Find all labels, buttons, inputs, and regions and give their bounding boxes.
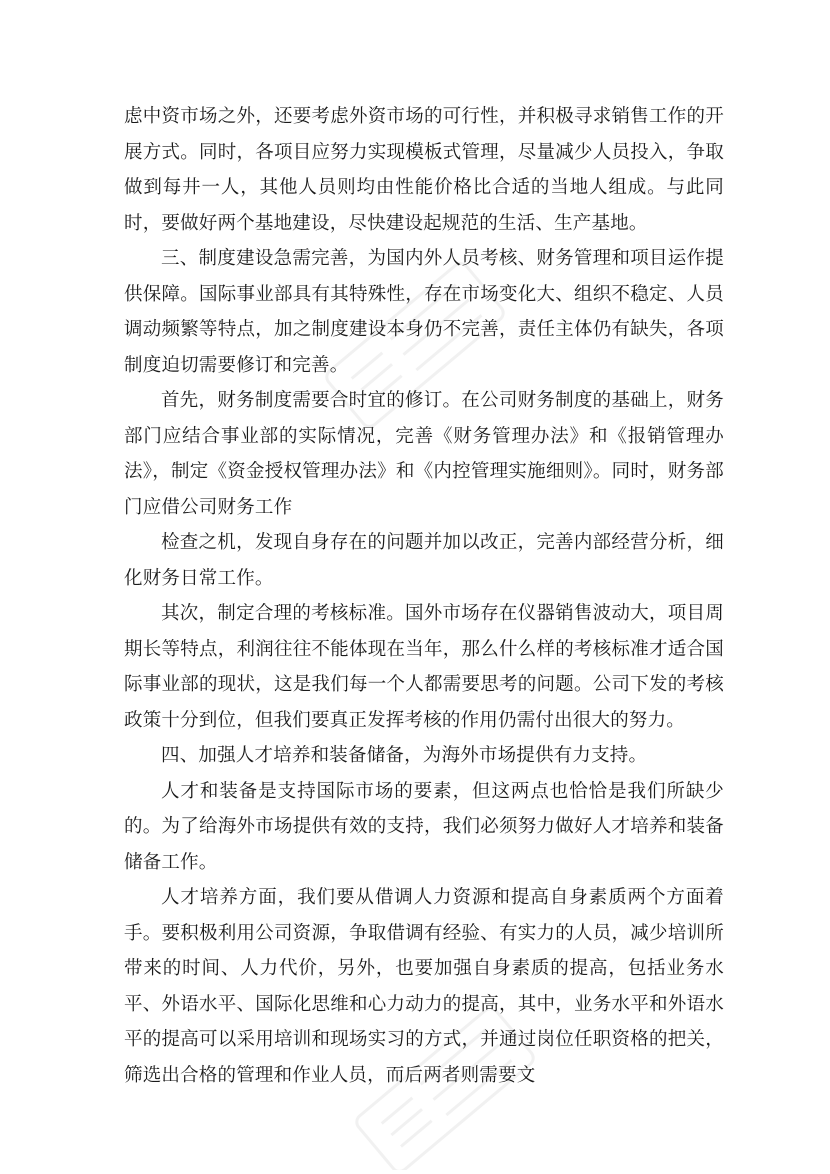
paragraph: 三、制度建设急需完善，为国内外人员考核、财务管理和项目运作提供保障。国际事业部具有其特殊性，存在市场变化大、组织不稳定、人员调动频繁等特点，加之制度建设本身仍不完善，责任主体仍有缺失，各项制度迫切需要修订和完善。	[124, 248, 724, 376]
paragraph: 四、加强人才培养和装备储备，为海外市场提供有力支持。	[161, 745, 648, 766]
paragraph: 其次，制定合理的考核标准。国外市场存在仪器销售波动大，项目周期长等特点，利润往往不能体现在当年，那么什么样的考核标准才适合国际事业部的现状，这是我们每一个人都需要思考的问题。公司下发的考核政策十分到位，但我们要真正发挥考核的作用仍需付出很大的努力。	[124, 603, 724, 731]
paragraph: 首先，财务制度需要合时宜的修订。在公司财务制度的基础上，财务部门应结合事业部的实际情况，完善《财务管理办法》和《报销管理办法》，制定《资金授权管理办法》和《内控管理实施细则》。同时，财务部门应借公司财务工作	[124, 390, 724, 518]
paragraph: 人才培养方面，我们要从借调人力资源和提高自身素质两个方面着手。要积极利用公司资源，争取借调有经验、有实力的人员，减少培训所带来的时间、人力代价，另外，也要加强自身素质的提高，包括业务水平、外语水平、国际化思维和心力动力的提高，其中，业务水平和外语水平的提高可以采用培训和现场实习的方式，并通过岗位任职资格的把关，筛选出合格的管理和作业人员，而后两者则需要文	[124, 887, 724, 1086]
paragraph: 检查之机，发现自身存在的问题并加以改正，完善内部经营分析，细化财务日常工作。	[124, 532, 724, 589]
document-body	[124, 99, 724, 1093]
paragraph: 人才和装备是支持国际市场的要素，但这两点也恰恰是我们所缺少的。为了给海外市场提供有效的支持，我们必须努力做好人才培养和装备储备工作。	[124, 780, 724, 873]
paragraph: 虑中资市场之外，还要考虑外资市场的可行性，并积极寻求销售工作的开展方式。同时，各项目应努力实现模板式管理，尽量减少人员投入，争取做到每井一人，其他人员则均由性能价格比合适的当地人组成。与此同时，要做好两个基地建设，尽快建设起规范的生活、生产基地。	[124, 106, 724, 234]
